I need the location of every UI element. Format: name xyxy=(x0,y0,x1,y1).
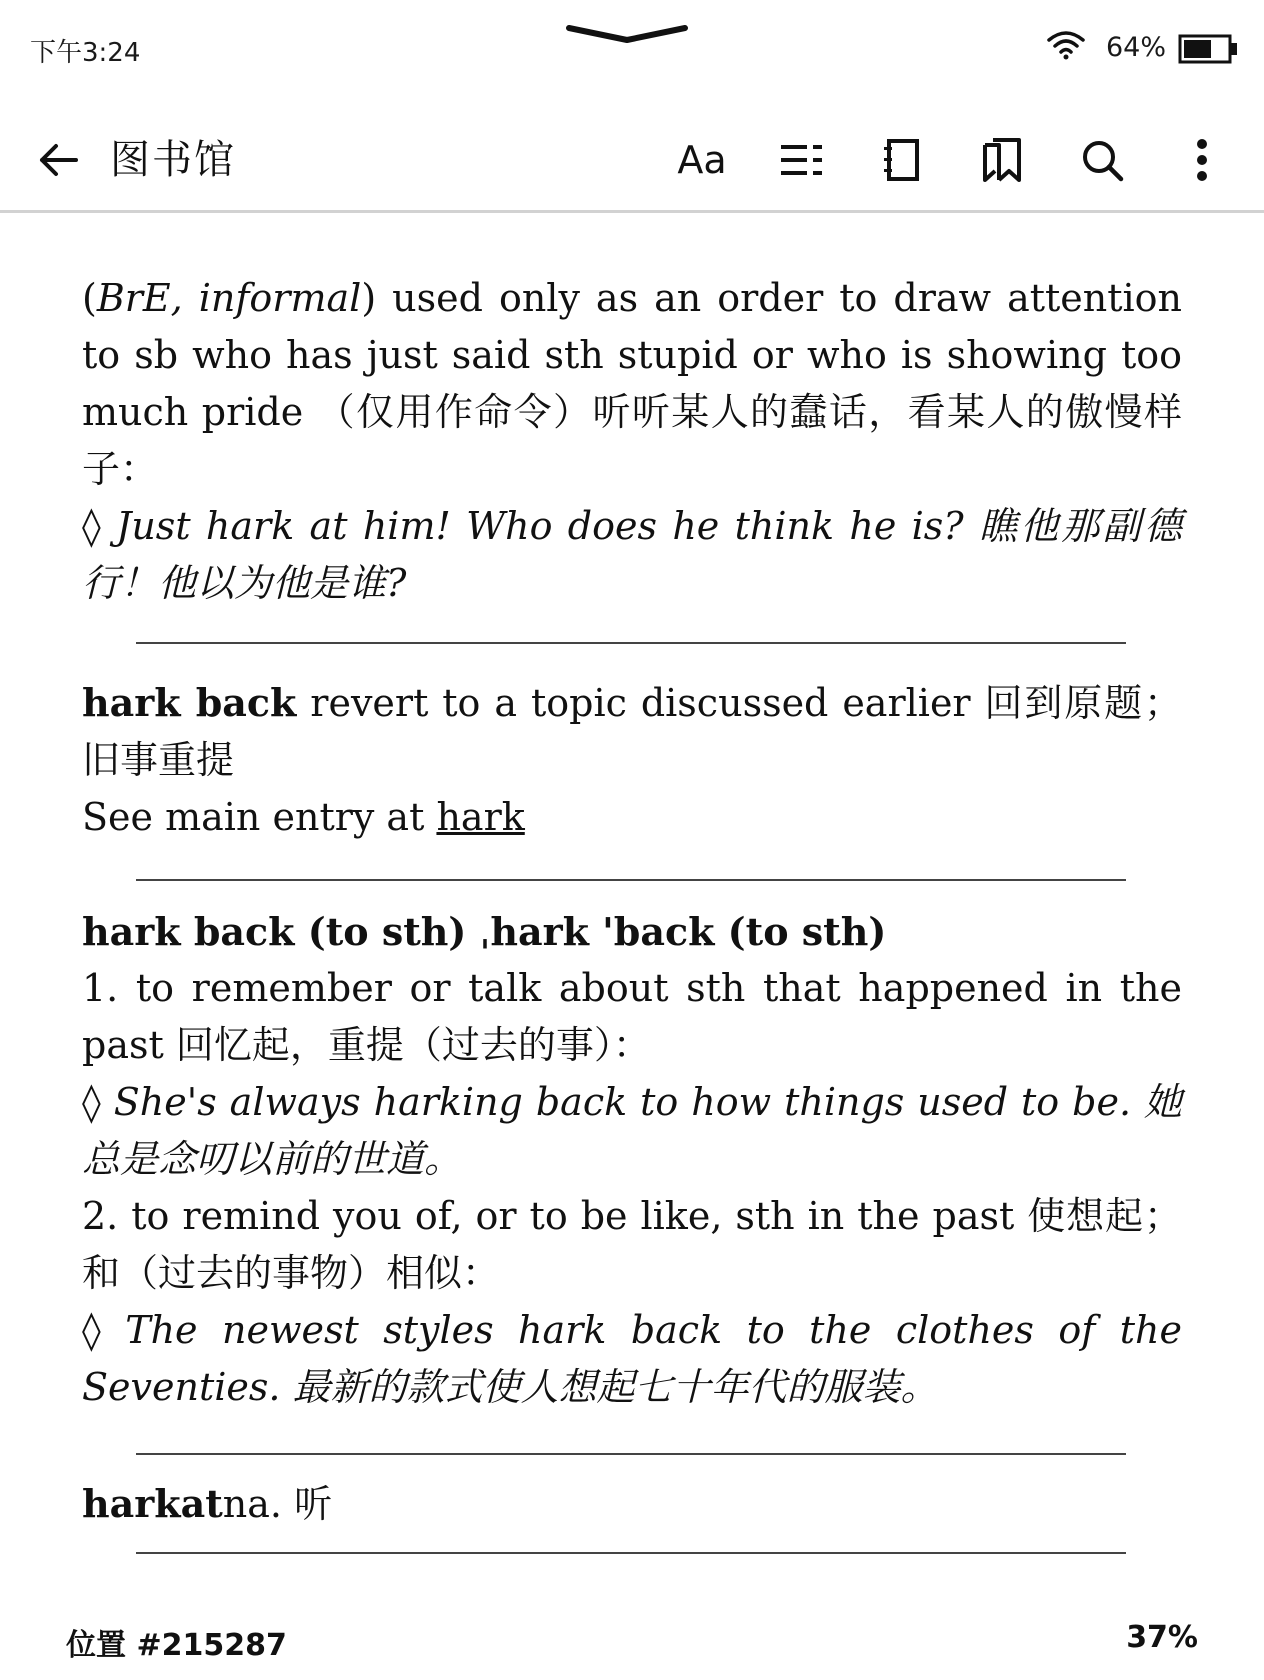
headword: harkat xyxy=(82,1481,223,1526)
sense-2 xyxy=(82,1188,1182,1302)
headword: hark back (to sth) ˌhark 'back (to sth) xyxy=(82,909,887,954)
table-of-contents-button[interactable] xyxy=(772,132,832,188)
entry-separator xyxy=(136,1552,1126,1554)
entry-separator xyxy=(136,879,1126,881)
definition-text: to remind you of, or to be like, sth in the past 使想起；和（过去的事物）相似： xyxy=(82,1194,1182,1295)
definition-text: ) used only as an order to draw attention to sb who has just said sth stupid or who is showing too much pride （仅用作命令）听听某人的蠢话，看某人的傲慢样子： xyxy=(82,276,1182,491)
battery-icon xyxy=(1178,34,1240,64)
see-also xyxy=(82,789,1182,846)
arrow-left-icon xyxy=(36,142,80,178)
register-label: BrE, informal xyxy=(96,276,362,320)
example-sentence: ◊ The newest styles hark back to the clothes of the Seventies. 最新的款式使人想起七十年代的服装。 xyxy=(82,1308,1182,1409)
wifi-icon xyxy=(1046,30,1086,60)
entry-separator xyxy=(136,1453,1126,1455)
more-vertical-icon xyxy=(1194,138,1210,182)
headword: hark back xyxy=(82,680,297,725)
toolbar-divider xyxy=(0,210,1264,213)
entry-definition xyxy=(82,270,1182,498)
search-icon xyxy=(1080,138,1124,182)
sense-number: 2. xyxy=(82,1194,119,1238)
example-sentence: ◊ Just hark at him! Who does he think he is? 瞧他那副德行！他以为他是谁? xyxy=(82,504,1182,605)
see-also-link[interactable]: hark xyxy=(436,795,525,839)
definition-text: na. 听 xyxy=(222,1482,333,1526)
status-bar xyxy=(0,0,1264,100)
see-also-prefix: See main entry at xyxy=(82,795,437,839)
search-button[interactable] xyxy=(1072,132,1132,188)
sense-number: 1. xyxy=(82,966,119,1010)
definition-text: revert to a topic discussed earlier 回到原题；旧事重提 xyxy=(82,681,1182,782)
library-title[interactable]: 图书馆 xyxy=(110,137,236,183)
more-options-button[interactable] xyxy=(1172,132,1232,188)
definition-text: to remember or talk about sth that happened in the past 回忆起，重提（过去的事）： xyxy=(82,966,1182,1067)
reading-progress: 37% xyxy=(1126,1620,1198,1655)
battery-percentage: 64% xyxy=(1106,32,1167,63)
reading-location[interactable]: 位置 #215287 xyxy=(66,1628,287,1663)
dictionary-content xyxy=(82,270,1182,1554)
bookmark-icon xyxy=(981,137,1023,183)
sense-1 xyxy=(82,960,1182,1074)
back-button[interactable] xyxy=(30,132,86,188)
notebook-icon xyxy=(881,138,923,182)
bookmark-button[interactable] xyxy=(972,132,1032,188)
pull-down-handle-icon[interactable] xyxy=(565,22,689,46)
entry-harkat xyxy=(82,1475,1182,1533)
table-of-contents-icon xyxy=(779,140,825,180)
font-settings-label: Aa xyxy=(677,138,727,182)
font-settings-button[interactable] xyxy=(672,132,732,188)
example-sentence: ◊ She's always harking back to how things used to be. 她总是念叨以前的世道。 xyxy=(82,1080,1182,1181)
reader-toolbar xyxy=(0,110,1264,210)
notebook-button[interactable] xyxy=(872,132,932,188)
register-open: ( xyxy=(82,276,97,320)
clock-time: 下午3:24 xyxy=(30,38,141,68)
entry-separator xyxy=(136,642,1126,644)
entry-hark-back xyxy=(82,674,1182,789)
